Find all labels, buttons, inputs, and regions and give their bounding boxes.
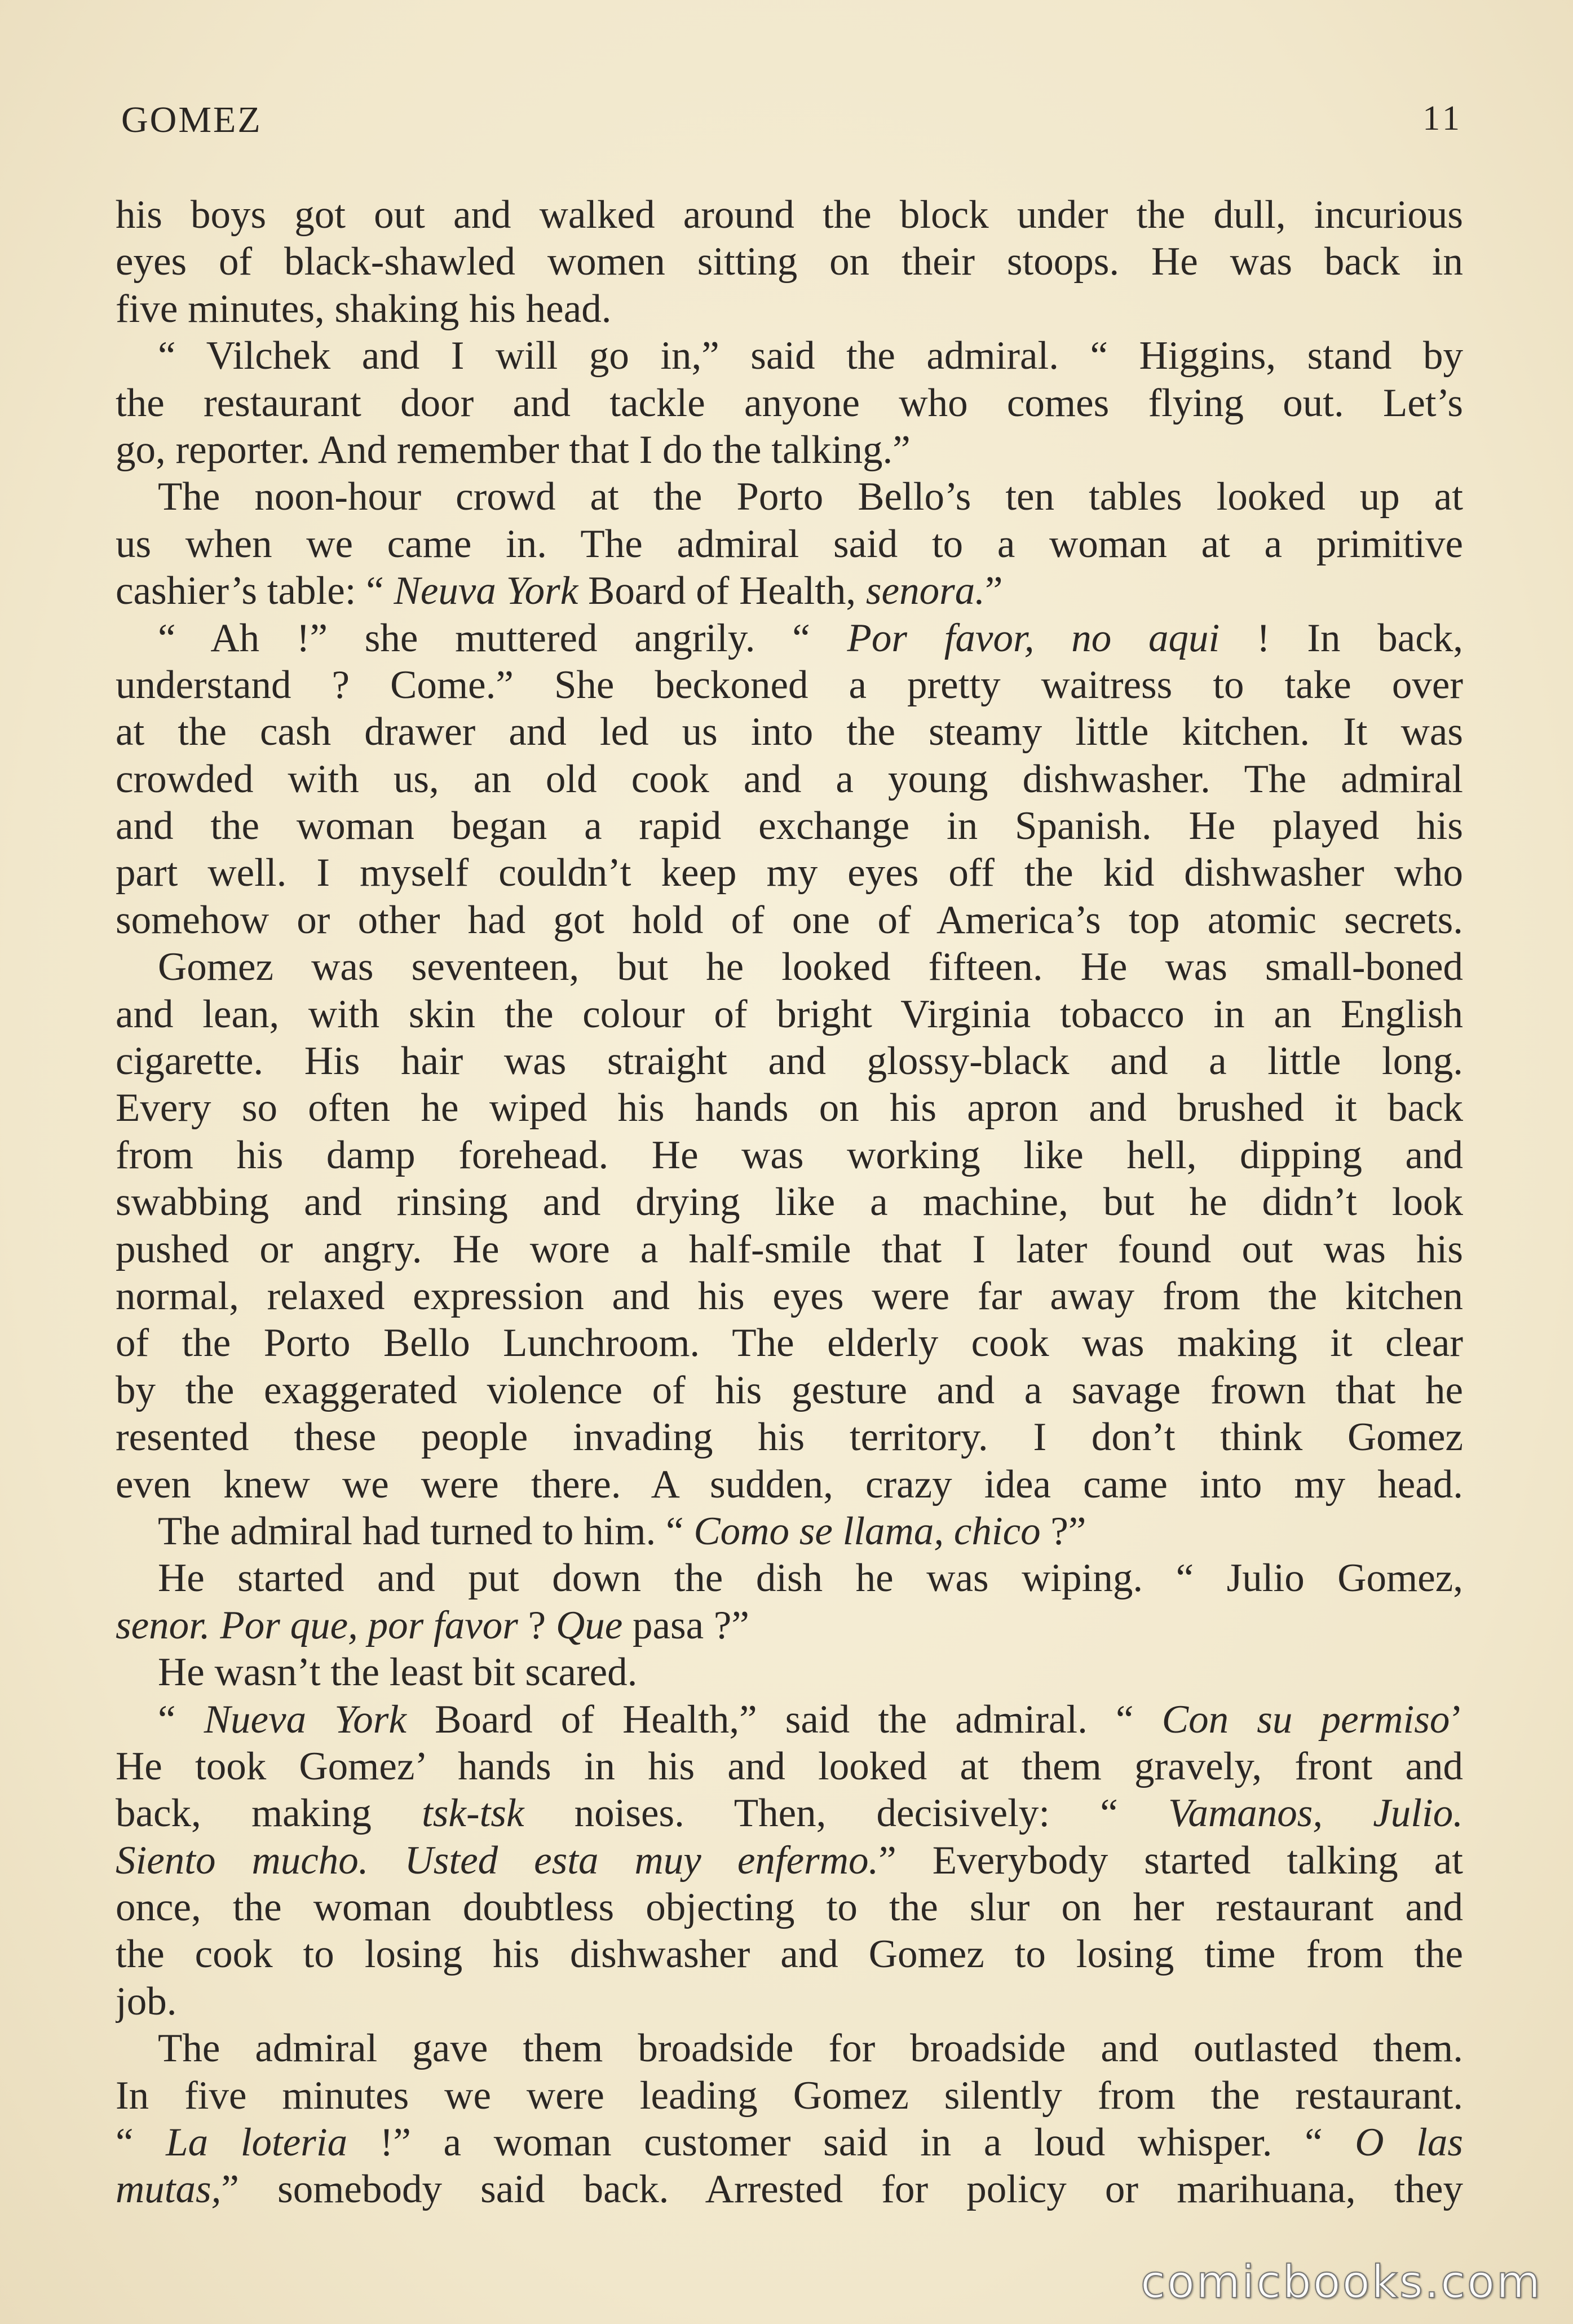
- text-segment: cigarette. His hair was straight and glossy-black and a little long.: [116, 1039, 1463, 1084]
- text-segment: Board of Health,” said the admiral. “: [406, 1697, 1162, 1742]
- text-segment: and the woman began a rapid exchange in Spanish. He played his: [116, 804, 1463, 849]
- text-segment: “ Vilchek and I will go in,” said the admiral. “ Higgins, stand by: [158, 334, 1463, 378]
- text-segment: his boys got out and walked around the block under the dull, incurious: [116, 193, 1463, 237]
- text-line: [116, 897, 1463, 944]
- text-line: [116, 1461, 1463, 1508]
- text-segment: ”: [984, 569, 1003, 613]
- running-head: GOMEZ: [121, 99, 262, 140]
- text-segment: job.: [116, 1979, 177, 2023]
- italic-text: Siento mucho. Usted esta muy enfermo.: [116, 1838, 879, 1883]
- italic-text: mutas,: [116, 2167, 222, 2212]
- text-line: [116, 2166, 1463, 2213]
- text-line: [116, 1649, 1463, 1696]
- text-segment: and lean, with skin the colour of bright Virginia tobacco in an English: [116, 992, 1463, 1036]
- text-line: [116, 521, 1463, 568]
- text-segment: by the exaggerated violence of his gesture and a savage frown that he: [116, 1368, 1463, 1412]
- text-segment: understand ? Come.” She beckoned a pretty waitress to take over: [116, 662, 1463, 707]
- text-line: [116, 1367, 1463, 1414]
- italic-text: Por favor, no aqui: [847, 616, 1220, 660]
- text-segment: ’: [1450, 1697, 1463, 1742]
- text-line: [116, 192, 1463, 238]
- text-segment: ?: [518, 1603, 556, 1647]
- text-line: [116, 1320, 1463, 1367]
- text-line: [116, 1414, 1463, 1461]
- text-line: [116, 1132, 1463, 1179]
- text-segment: once, the woman doubtless objecting to the slur on her restaurant and: [116, 1885, 1463, 1930]
- text-segment: “ Ah !” she muttered angrily. “: [158, 616, 847, 660]
- text-segment: go, reporter. And remember that I do the talking.”: [116, 427, 911, 472]
- text-segment: ” Everybody started talking at: [878, 1838, 1463, 1883]
- text-segment: !” a woman customer said in a loud whisper. “: [347, 2120, 1355, 2165]
- text-segment: at the cash drawer and led us into the steamy little kitchen. It was: [116, 710, 1463, 754]
- text-segment: somehow or other had got hold of one of America’s top atomic secrets.: [116, 898, 1463, 942]
- text-line: [116, 1038, 1463, 1085]
- text-line: [116, 944, 1463, 991]
- page-header: [121, 99, 1463, 149]
- text-segment: pasa ?”: [622, 1603, 749, 1647]
- text-line: [116, 1085, 1463, 1132]
- text-segment: The admiral gave them broadside for broadside and outlasted them.: [158, 2026, 1463, 2071]
- text-segment: The admiral had turned to him. “: [158, 1509, 694, 1553]
- text-segment: part well. I myself couldn’t keep my eyes off the kid dishwasher who: [116, 851, 1463, 895]
- text-segment: pushed or angry. He wore a half-smile that I later found out was his: [116, 1227, 1463, 1271]
- text-line: [116, 1790, 1463, 1837]
- text-line: [116, 615, 1463, 662]
- text-line: [116, 1931, 1463, 1978]
- text-line: [116, 1226, 1463, 1273]
- text-segment: even knew we were there. A sudden, crazy idea came into my head.: [116, 1462, 1463, 1506]
- text-segment: normal, relaxed expression and his eyes were far away from the kitchen: [116, 1274, 1463, 1318]
- text-segment: noises. Then, decisively: “: [524, 1791, 1168, 1836]
- italic-text: La loteria: [166, 2120, 348, 2165]
- text-line: [116, 1743, 1463, 1790]
- text-segment: He took Gomez’ hands in his and looked at them gravely, front and: [116, 1744, 1463, 1788]
- text-line: [116, 380, 1463, 427]
- italic-text: Neuva York: [394, 569, 578, 613]
- text-line: [116, 1508, 1463, 1555]
- text-segment: swabbing and rinsing and drying like a machine, but he didn’t look: [116, 1180, 1463, 1225]
- body-text: [116, 192, 1463, 2213]
- text-segment: crowded with us, an old cook and a young dishwasher. The admiral: [116, 757, 1463, 801]
- text-line: [116, 2073, 1463, 2119]
- text-line: [116, 238, 1463, 285]
- text-line: [116, 662, 1463, 709]
- text-line: [116, 803, 1463, 850]
- text-segment: ?”: [1040, 1509, 1086, 1553]
- text-line: [116, 1179, 1463, 1226]
- text-line: [116, 1696, 1463, 1743]
- text-segment: “: [158, 1697, 204, 1742]
- text-segment: back, making: [116, 1791, 422, 1836]
- italic-text: O las: [1355, 2120, 1463, 2165]
- text-segment: He started and put down the dish he was wiping. “ Julio Gomez,: [158, 1556, 1463, 1601]
- italic-text: Con su permiso: [1161, 1697, 1450, 1742]
- text-line: [116, 756, 1463, 803]
- text-segment: Gomez was seventeen, but he looked fifteen. He was small-boned: [158, 945, 1463, 989]
- text-line: [116, 568, 1463, 615]
- text-segment: five minutes, shaking his head.: [116, 286, 612, 331]
- text-line: [116, 1555, 1463, 1602]
- text-segment: In five minutes we were leading Gomez silently from the restaurant.: [116, 2073, 1463, 2118]
- italic-text: senor. Por que, por favor: [116, 1603, 518, 1647]
- watermark: comicbooks.com: [1140, 2256, 1542, 2308]
- italic-text: tsk-tsk: [422, 1791, 524, 1836]
- text-segment: The noon-hour crowd at the Porto Bello’s ten tables looked up at: [158, 475, 1463, 519]
- page-number: 11: [1422, 99, 1463, 138]
- text-line: [116, 286, 1463, 333]
- text-segment: Every so often he wiped his hands on his apron and brushed it back: [116, 1086, 1463, 1130]
- text-line: [116, 1602, 1463, 1649]
- text-segment: ! In back,: [1219, 616, 1463, 660]
- text-segment: ” somebody said back. Arrested for policy or marihuana, they: [221, 2167, 1463, 2212]
- italic-text: Que: [555, 1603, 623, 1647]
- text-line: [116, 474, 1463, 520]
- text-line: [116, 427, 1463, 474]
- text-segment: resented these people invading his territory. I don’t think Gomez: [116, 1415, 1463, 1460]
- text-line: [116, 2119, 1463, 2166]
- italic-text: Vamanos, Julio.: [1168, 1791, 1463, 1836]
- text-line: [116, 2025, 1463, 2072]
- italic-text: senora.: [865, 569, 985, 613]
- text-segment: from his damp forehead. He was working like hell, dipping and: [116, 1133, 1463, 1177]
- text-segment: eyes of black-shawled women sitting on their stoops. He was back in: [116, 240, 1463, 284]
- text-segment: of the Porto Bello Lunchroom. The elderly cook was making it clear: [116, 1321, 1463, 1366]
- text-segment: the cook to losing his dishwasher and Gomez to losing time from the: [116, 1932, 1463, 1977]
- italic-text: Nueva York: [204, 1697, 406, 1742]
- text-line: [116, 333, 1463, 379]
- text-line: [116, 1273, 1463, 1320]
- text-segment: “: [116, 2120, 166, 2165]
- text-segment: He wasn’t the least bit scared.: [158, 1650, 638, 1695]
- text-line: [116, 1884, 1463, 1931]
- italic-text: Como se llama, chico: [693, 1509, 1041, 1553]
- text-segment: the restaurant door and tackle anyone who comes flying out. Let’s: [116, 381, 1463, 425]
- text-line: [116, 991, 1463, 1038]
- text-line: [116, 709, 1463, 755]
- text-segment: Board of Health,: [578, 569, 866, 613]
- text-line: [116, 850, 1463, 896]
- text-line: [116, 1837, 1463, 1884]
- text-line: [116, 1978, 1463, 2025]
- text-segment: us when we came in. The admiral said to a woman at a primitive: [116, 522, 1463, 566]
- text-segment: cashier’s table: “: [116, 569, 394, 613]
